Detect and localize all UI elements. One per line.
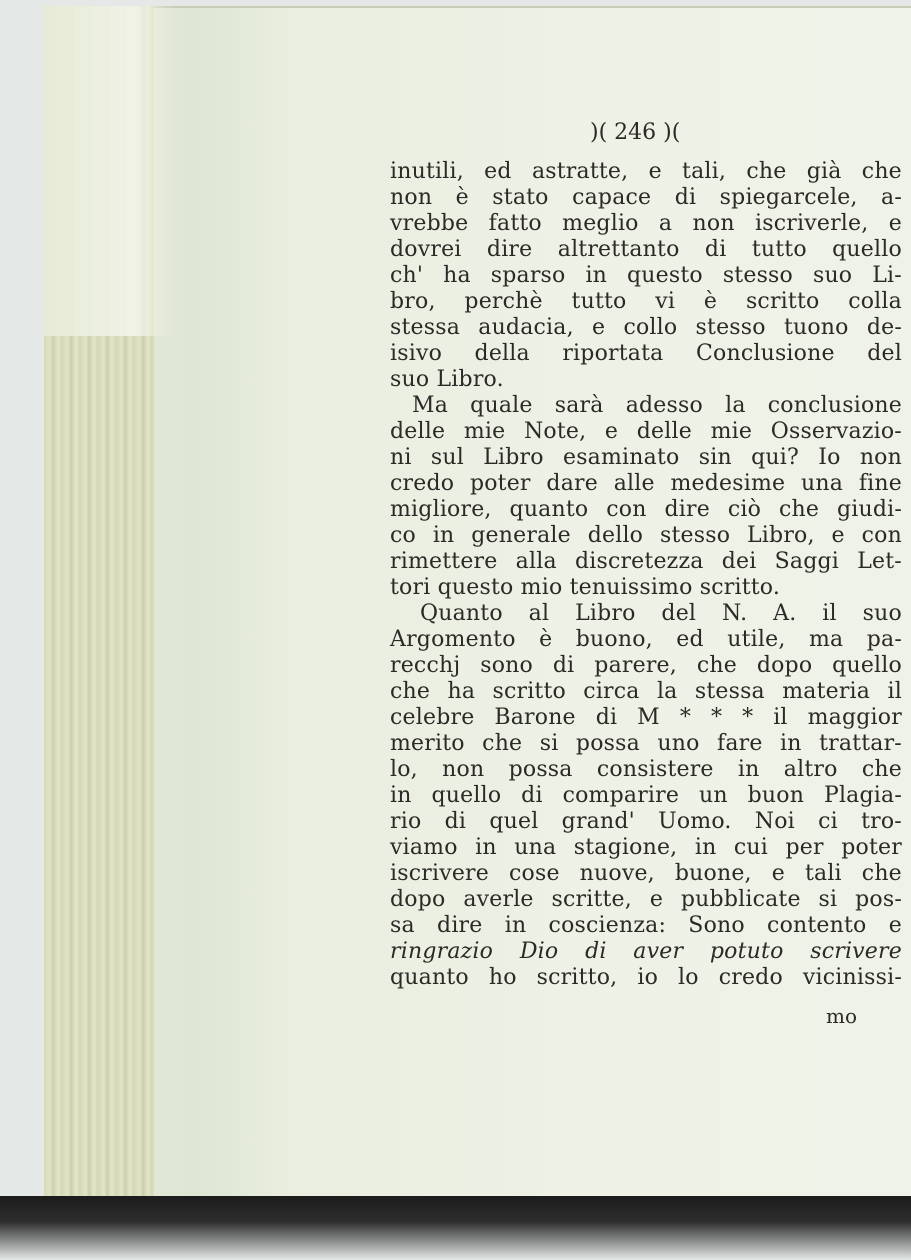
word: generale <box>471 523 571 548</box>
word: ciò <box>727 497 762 522</box>
word: che <box>696 653 737 678</box>
word: Ma <box>412 393 449 418</box>
word: rio <box>390 809 422 834</box>
word: la <box>725 393 746 418</box>
word: consistere <box>596 757 714 782</box>
paragraph-start-line <box>390 392 902 420</box>
word: riportata <box>562 341 664 366</box>
word: non <box>442 757 485 782</box>
word: Libro <box>483 445 544 470</box>
word: A. <box>773 601 797 626</box>
word: medesime <box>670 471 786 496</box>
catchword: mo <box>826 1004 858 1028</box>
word: per <box>785 835 824 860</box>
text-line <box>390 314 902 342</box>
text-line <box>390 678 902 706</box>
word: celebre <box>390 705 475 730</box>
word: fatto <box>488 211 542 236</box>
word: lo, <box>390 757 418 782</box>
word: tro- <box>861 809 902 834</box>
word: tutto <box>751 237 807 262</box>
word: stato <box>492 185 549 210</box>
word: scrivere <box>810 939 902 964</box>
word: in <box>737 757 760 782</box>
word: quanto <box>390 965 469 990</box>
word: astratte, <box>531 159 629 184</box>
word: al <box>528 601 550 626</box>
word: sarà <box>554 393 604 418</box>
word: dopo <box>756 653 813 678</box>
word: capace <box>572 185 652 210</box>
word: in <box>780 731 802 756</box>
text-line: suo Libro. <box>390 367 504 392</box>
word: e <box>888 913 902 938</box>
word: lo <box>678 965 699 990</box>
word: del <box>661 601 697 626</box>
word: che <box>390 679 431 704</box>
text-line <box>390 548 902 576</box>
text-line <box>390 522 902 550</box>
text-line <box>390 834 902 862</box>
word: contento <box>767 913 867 938</box>
word: il <box>773 705 788 730</box>
word: della <box>474 341 530 366</box>
word: ch' <box>390 263 424 288</box>
word: qui? <box>751 445 799 470</box>
text-line-italic <box>390 938 902 966</box>
word: Plagia- <box>823 783 902 808</box>
word: M <box>637 705 660 730</box>
word: una <box>801 471 844 496</box>
word: possa <box>508 757 573 782</box>
text-line <box>390 704 902 732</box>
text-line <box>390 652 902 680</box>
word: recchj <box>390 653 461 678</box>
word: stagione, <box>573 835 678 860</box>
word: del <box>867 341 902 366</box>
word: alle <box>613 471 655 496</box>
word: in <box>504 913 527 938</box>
text-line <box>390 210 902 238</box>
word: io <box>637 965 659 990</box>
word: Osservazio- <box>770 419 902 444</box>
word: * <box>710 705 723 730</box>
word: viamo <box>390 835 458 860</box>
word: di <box>444 809 467 834</box>
word: un <box>698 783 728 808</box>
word: adesso <box>625 393 703 418</box>
word: ringrazio <box>390 939 494 964</box>
page-header: )( 246 )( <box>590 120 681 145</box>
word: non <box>859 445 902 470</box>
word: aver <box>633 939 684 964</box>
word: che <box>778 497 820 522</box>
word: stesso <box>659 523 731 548</box>
text-line <box>390 418 902 446</box>
word: che <box>861 159 902 184</box>
word: stessa <box>390 315 461 340</box>
word: potuto <box>709 939 784 964</box>
word: vicinissi- <box>802 965 902 990</box>
word: N. <box>722 601 748 626</box>
text-line <box>390 626 902 654</box>
word: di <box>521 783 543 808</box>
word: che <box>861 757 902 782</box>
word: e <box>771 861 785 886</box>
word: dovrei <box>390 237 462 262</box>
word: con <box>861 523 902 548</box>
word: ho <box>488 965 517 990</box>
word: ha <box>443 263 471 288</box>
word: Quanto <box>420 601 503 626</box>
word: esaminato <box>562 445 680 470</box>
word: con <box>606 497 647 522</box>
word: sparso <box>490 263 566 288</box>
word: a <box>658 211 673 236</box>
word: dello <box>587 523 644 548</box>
word: di <box>595 705 618 730</box>
word: quello <box>832 237 902 262</box>
word: delle <box>390 419 446 444</box>
word: ed <box>484 159 512 184</box>
word: Note, <box>523 419 587 444</box>
word: sono <box>480 653 533 678</box>
word: scritto, <box>536 965 618 990</box>
word: cose <box>508 861 560 886</box>
text-line <box>390 782 902 810</box>
word: Barone <box>494 705 576 730</box>
word: buono, <box>575 627 653 652</box>
word: grand' <box>561 809 635 834</box>
word: merito <box>390 731 465 756</box>
word: dopo <box>390 887 446 912</box>
word: dei <box>721 549 757 574</box>
word: fine <box>858 471 902 496</box>
word: de- <box>866 315 902 340</box>
bottom-shadow <box>0 1196 911 1260</box>
word: quale <box>470 393 533 418</box>
paragraph-start-line <box>390 600 902 628</box>
page-edge-highlight <box>44 6 174 336</box>
word: nuove, <box>579 861 655 886</box>
word: isivo <box>390 341 443 366</box>
word: il <box>822 601 837 626</box>
word: uno <box>657 731 700 756</box>
word: vi <box>655 289 676 314</box>
word: rimettere <box>390 549 498 574</box>
word: dire <box>664 497 710 522</box>
word: dire <box>437 913 483 938</box>
text-line <box>390 756 902 784</box>
word: giudi- <box>836 497 902 522</box>
word: parere, <box>594 653 677 678</box>
word: utile, <box>727 627 786 652</box>
word: che <box>746 159 787 184</box>
word: alla <box>515 549 557 574</box>
word: spiegarcele, <box>719 185 858 210</box>
word: Io <box>818 445 841 470</box>
word: iscriverle, <box>755 211 869 236</box>
word: poter <box>469 471 531 496</box>
word: di <box>674 185 697 210</box>
text-line <box>390 860 902 888</box>
word: trattar- <box>819 731 902 756</box>
word: questo <box>627 263 703 288</box>
text-line: tori questo mio tenuissimo scritto. <box>390 575 781 600</box>
word: non <box>692 211 735 236</box>
word: ni <box>390 445 412 470</box>
word: pos- <box>855 887 902 912</box>
word: Argomento <box>390 627 516 652</box>
word: collo <box>623 315 678 340</box>
word: altro <box>783 757 838 782</box>
word: suo <box>862 601 902 626</box>
word: delle <box>636 419 692 444</box>
word: stesso <box>722 263 793 288</box>
word: a- <box>881 185 902 210</box>
text-line <box>390 496 902 524</box>
word: e <box>888 211 902 236</box>
word: non <box>390 185 433 210</box>
word: conclusione <box>767 393 902 418</box>
word: stessa <box>694 679 765 704</box>
word: tuono <box>783 315 849 340</box>
word: maggior <box>807 705 902 730</box>
word: il <box>887 679 902 704</box>
word: materia <box>782 679 871 704</box>
word: quanto <box>509 497 589 522</box>
word: dare <box>546 471 598 496</box>
word: Libro <box>575 601 636 626</box>
word: ci <box>818 809 838 834</box>
word: e <box>604 419 619 444</box>
word: è <box>539 627 553 652</box>
word: meglio <box>562 211 639 236</box>
word: tutto <box>571 289 627 314</box>
word: dire <box>486 237 533 262</box>
word: e <box>831 523 845 548</box>
word: credo <box>718 965 783 990</box>
word: inutili, <box>390 159 464 184</box>
text-line <box>390 808 902 836</box>
word: e <box>648 159 662 184</box>
word: e <box>649 887 664 912</box>
word: * <box>742 705 754 730</box>
word: perchè <box>464 289 543 314</box>
word: ha <box>447 679 476 704</box>
text-line <box>390 184 902 212</box>
text-line <box>390 730 902 758</box>
word: credo <box>390 471 455 496</box>
word: buon <box>747 783 805 808</box>
word: Dio <box>519 939 559 964</box>
word: sa <box>390 913 415 938</box>
text-line <box>390 236 902 264</box>
word: comparire <box>562 783 680 808</box>
word: Libro, <box>747 523 815 548</box>
word: coscienza: <box>548 913 667 938</box>
word: quel <box>489 809 539 834</box>
word: che <box>861 861 902 886</box>
word: già <box>806 159 842 184</box>
text-line <box>390 964 902 992</box>
word: iscrivere <box>390 861 489 886</box>
word: mie <box>463 419 506 444</box>
word: * <box>679 705 692 730</box>
word: colla <box>848 289 902 314</box>
word: pubblicate <box>680 887 801 912</box>
word: fare <box>717 731 763 756</box>
word: Conclusione <box>695 341 835 366</box>
word: scritte, <box>551 887 632 912</box>
word: che <box>482 731 523 756</box>
word: averle <box>463 887 534 912</box>
text-line <box>390 912 902 940</box>
word: è <box>455 185 469 210</box>
text-line <box>390 340 902 368</box>
word: la <box>656 679 678 704</box>
word: in <box>390 783 412 808</box>
text-line <box>390 470 902 498</box>
word: sul <box>430 445 464 470</box>
text-line <box>390 158 902 186</box>
word: è <box>703 289 718 314</box>
word: pa- <box>866 627 902 652</box>
word: sin <box>698 445 732 470</box>
word: audacia, <box>478 315 574 340</box>
word: discretezza <box>574 549 704 574</box>
word: ma <box>808 627 844 652</box>
word: co <box>390 523 416 548</box>
word: Let- <box>857 549 902 574</box>
word: tali <box>804 861 842 886</box>
word: altrettanto <box>557 237 680 262</box>
word: di <box>585 939 607 964</box>
word: suo <box>812 263 853 288</box>
word: migliore, <box>390 497 492 522</box>
word: quello <box>431 783 502 808</box>
word: possa <box>575 731 640 756</box>
word: in <box>432 523 455 548</box>
word: scritto <box>492 679 566 704</box>
text-line <box>390 262 902 290</box>
word: in <box>475 835 497 860</box>
word: cui <box>733 835 769 860</box>
word: quello <box>832 653 902 678</box>
word: di <box>552 653 575 678</box>
word: buone, <box>674 861 752 886</box>
word: una <box>514 835 557 860</box>
word: Sono <box>688 913 745 938</box>
word: circa <box>583 679 640 704</box>
word: tali, <box>682 159 727 184</box>
word: Li- <box>872 263 902 288</box>
word: di <box>704 237 727 262</box>
text-line <box>390 444 902 472</box>
word: si <box>818 887 838 912</box>
word: in <box>585 263 608 288</box>
word: Uomo. <box>658 809 732 834</box>
word: poter <box>841 835 902 860</box>
word: bro, <box>390 289 436 314</box>
word: in <box>694 835 717 860</box>
text-line <box>390 288 902 316</box>
word: e <box>592 315 606 340</box>
text-line <box>390 886 902 914</box>
word: vrebbe <box>390 211 469 236</box>
word: stesso <box>695 315 766 340</box>
word: scritto <box>745 289 820 314</box>
word: Saggi <box>774 549 840 574</box>
word: Noi <box>754 809 795 834</box>
word: ed <box>676 627 704 652</box>
word: si <box>539 731 559 756</box>
word: mie <box>710 419 753 444</box>
